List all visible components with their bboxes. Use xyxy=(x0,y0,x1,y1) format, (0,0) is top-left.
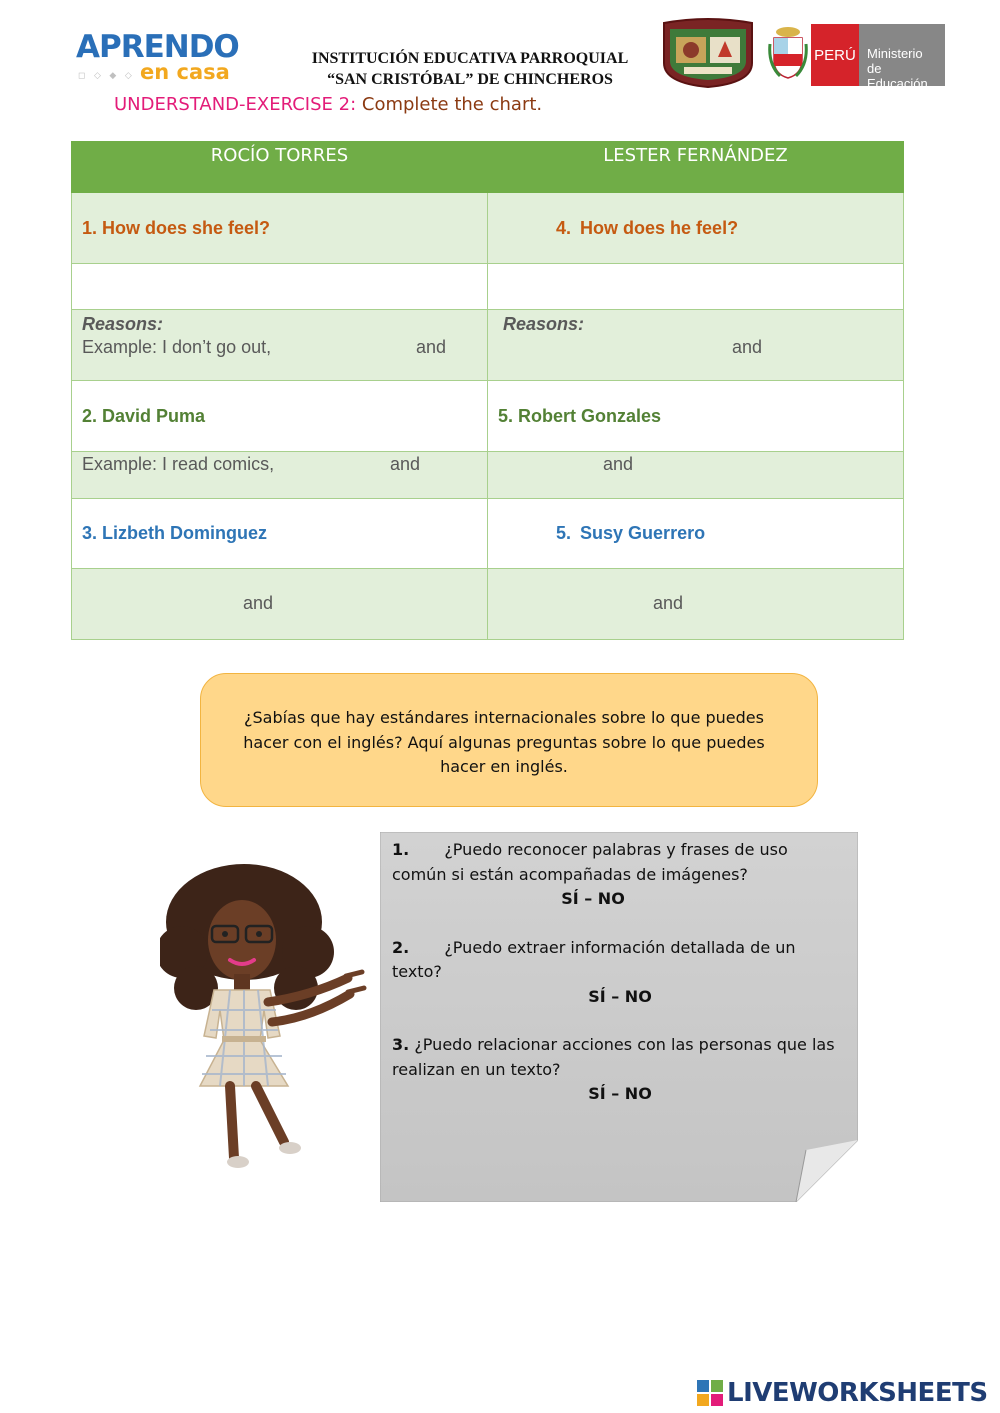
exercise-instruction: Complete the chart. xyxy=(361,94,543,115)
question-1: 1. How does she feel? xyxy=(72,193,488,264)
exercise-label: UNDERSTAND-EXERCISE 2: xyxy=(114,94,357,115)
teacher-avatar-icon xyxy=(160,860,370,1180)
liveworksheets-icon xyxy=(697,1380,723,1406)
ministry-badge xyxy=(859,24,945,91)
reasons-cell-4 xyxy=(488,310,904,381)
school-line1: INSTITUCIÓN EDUCATIVA PARROQUIAL xyxy=(311,50,629,67)
col1-header: ROCÍO TORRES xyxy=(72,142,488,193)
example-1-text: Example: I don’t go out, xyxy=(82,337,272,357)
school-crest-icon xyxy=(658,17,758,89)
self-check-list xyxy=(392,838,844,1131)
logo-line2: en casa xyxy=(140,60,230,84)
example-2 xyxy=(72,452,488,499)
question-5a: 5. Robert Gonzales xyxy=(488,381,904,452)
question-4 xyxy=(488,193,904,264)
peru-badge: PERÚ xyxy=(811,24,859,86)
feelings-chart xyxy=(71,141,904,640)
question-5b-number: 5. xyxy=(556,523,572,543)
item-3-number: 3. xyxy=(392,1035,410,1054)
example-2-text: Example: I read comics, xyxy=(82,454,275,474)
chart-row xyxy=(72,193,904,264)
ministry-line2: de Educación xyxy=(867,61,928,91)
and-5b: and xyxy=(488,569,904,640)
chart-row xyxy=(72,310,904,381)
chart-header-row xyxy=(72,142,904,193)
question-5b-text: Susy Guerrero xyxy=(580,523,706,543)
question-2: 2. David Puma xyxy=(72,381,488,452)
chart-row xyxy=(72,452,904,499)
and-1: and xyxy=(416,337,447,357)
chart-row xyxy=(72,569,904,640)
exercise-title xyxy=(114,93,542,117)
self-check-item xyxy=(392,936,844,1010)
question-5b xyxy=(488,499,904,569)
and-5a: and xyxy=(488,452,904,499)
liveworksheets-logo xyxy=(697,1377,988,1409)
and-4: and xyxy=(732,337,763,357)
self-check-item xyxy=(392,838,844,912)
question-3: 3. Lizbeth Dominguez xyxy=(72,499,488,569)
item-2-text: ¿Puedo extraer información detallada de un texto? xyxy=(392,937,796,981)
logo-line1: APRENDO xyxy=(76,29,239,65)
reasons-label: Reasons: xyxy=(503,314,585,334)
and-2: and xyxy=(390,454,421,474)
item-1-answer[interactable]: SÍ – NO xyxy=(561,889,625,908)
item-1-text: ¿Puedo reconocer palabras y frases de uso común si están acompañadas de imágenes? xyxy=(392,840,788,884)
school-name xyxy=(280,48,660,90)
question-4-number: 4. xyxy=(556,218,572,238)
liveworksheets-text: LIVEWORKSHEETS xyxy=(727,1378,988,1408)
answer-blank-4[interactable] xyxy=(488,264,904,310)
chart-row xyxy=(72,381,904,452)
question-4-text: How does he feel? xyxy=(580,218,739,238)
logo-dots-icon: ◻ ◇ ◆ ◇ xyxy=(78,70,135,80)
col2-header: LESTER FERNÁNDEZ xyxy=(488,142,904,193)
item-3-text: ¿Puedo relacionar acciones con las personas que las realizan en un texto? xyxy=(392,1035,835,1079)
self-check-item xyxy=(392,1033,844,1107)
example-1 xyxy=(82,336,487,359)
chart-row xyxy=(72,499,904,569)
peru-coat-of-arms-icon xyxy=(768,24,808,82)
reasons-label: Reasons: xyxy=(82,314,164,334)
item-2-answer[interactable]: SÍ – NO xyxy=(588,986,652,1006)
item-3-answer[interactable]: SÍ – NO xyxy=(588,1084,652,1103)
item-1-number: 1. xyxy=(392,840,410,859)
chart-row xyxy=(72,264,904,310)
info-bubble: ¿Sabías que hay estándares internacionales sobre lo que puedes hacer con el inglés? Aquí algunas preguntas sobre lo que puedes hacer en inglés. xyxy=(200,673,818,807)
item-2-number: 2. xyxy=(392,937,410,957)
aprendo-en-casa-logo xyxy=(76,29,239,86)
ministry-line1: Ministerio xyxy=(867,46,923,61)
school-line2: “SAN CRISTÓBAL” DE CHINCHEROS xyxy=(327,71,613,88)
answer-blank-1[interactable] xyxy=(72,264,488,310)
and-3: and xyxy=(72,569,488,640)
reasons-cell-1 xyxy=(72,310,488,381)
